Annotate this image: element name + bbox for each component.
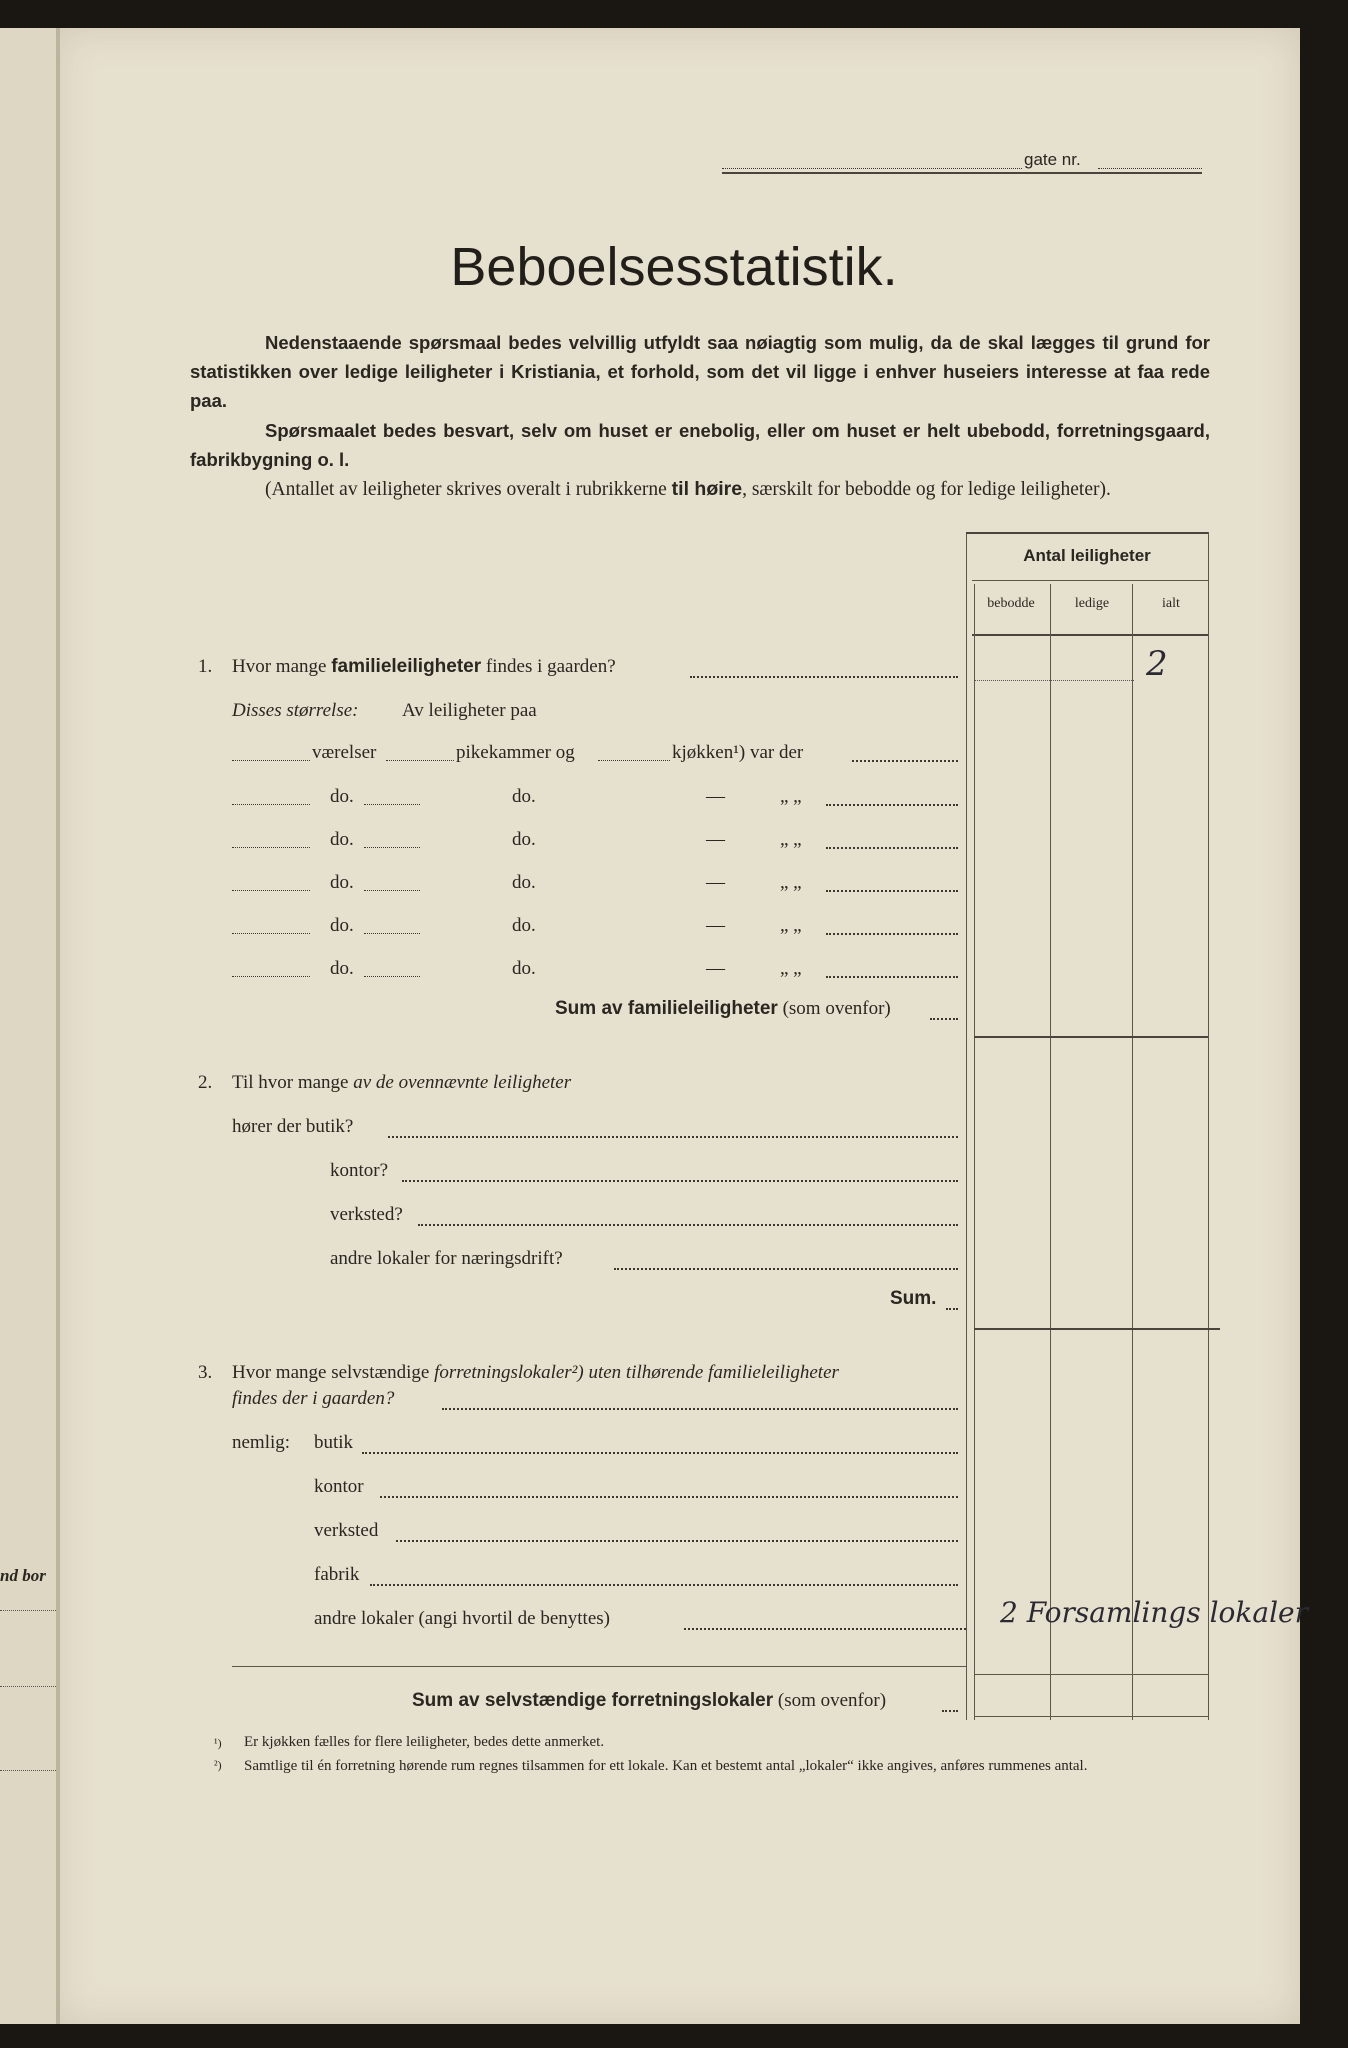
do-label: do. [330,915,354,936]
q1-sum-b: (som ovenfor) [777,998,891,1019]
margin-line [0,1686,56,1687]
leader-dots [684,1628,966,1630]
table-header-rule [972,580,1208,581]
q3-item-verksted: verksted [314,1520,379,1541]
leader-dots [930,1018,958,1020]
rooms-count-field[interactable] [364,976,420,977]
leader-dots [614,1268,958,1270]
intro-p3-c: , særskilt for bebodde og for ledige leiligheter). [742,479,1111,500]
q3-item-kontor: kontor [314,1476,364,1497]
col-divider-2 [1132,584,1133,1720]
dash: — [706,786,725,807]
q3-item-butik: butik [314,1432,354,1453]
do-label: do. [512,829,536,850]
footnote-2-mark: ²) [214,1758,222,1772]
q3-question [232,1362,839,1384]
footnote-1-mark: ¹) [214,1736,222,1750]
leader-dots [402,1180,958,1182]
do-label: do. [330,872,354,893]
leader-dots [826,976,958,978]
leader-dots [362,1452,958,1454]
dash: — [706,915,725,936]
q1-size-label: Disses størrelse: [232,700,359,721]
do-label: do. [512,786,536,807]
q2-sum: Sum. [890,1288,937,1309]
gate-underline [722,172,1202,174]
q3-item-andre: andre lokaler (angi hvortil de benyttes) [314,1608,610,1629]
col-ledige: ledige [1074,596,1110,611]
do-label: do. [512,958,536,979]
intro-paragraph-3 [190,475,1208,504]
section-3-rule [974,1674,1208,1675]
page-fold [56,28,60,2024]
leader-dots [418,1224,958,1226]
maid-field[interactable] [386,760,454,761]
dash: — [706,958,725,979]
q3-nemlig: nemlig: [232,1432,291,1453]
leader-dots [442,1408,958,1410]
rooms-field[interactable] [232,976,310,977]
leader-dots [396,1540,958,1542]
kitchen-field[interactable] [598,760,670,761]
gate-label: gate nr. [1024,150,1081,169]
page-title: Beboelsesstatistik. [450,237,898,297]
section-1-rule [974,1036,1208,1038]
leader-dots [826,847,958,849]
leader-dots [826,804,958,806]
ditto-marks: „ „ [780,958,802,979]
col-inner-left [974,584,975,1720]
q1-number: 1. [198,656,213,677]
intro-p3-a: (Antallet av leiligheter skrives overalt i rubrikkerne [265,479,672,500]
dash: — [706,829,725,850]
table-top-border [966,532,1208,534]
q3-answer[interactable]: 2 Forsamlings lokaler [1000,1596,1308,1629]
q3-question-line2: findes der i gaarden? [232,1388,395,1409]
do-label: do. [330,958,354,979]
q2-number: 2. [198,1072,213,1093]
col-bebodde: bebodde [987,596,1035,611]
q3-number: 3. [198,1362,213,1383]
leader-dots [852,760,958,762]
section-3-bottom [974,1716,1208,1717]
q1-answer-ialt[interactable]: 2 [1146,644,1168,684]
leader-dots [946,1308,958,1310]
q1-sum-a: Sum av familieleiligheter [555,998,778,1019]
section-2-rule [974,1328,1220,1330]
q2-item-kontor: kontor? [330,1160,389,1181]
q2-text-a: Til hvor mange [232,1072,354,1093]
dash: — [706,872,725,893]
leader-dots [380,1496,958,1498]
ditto-marks: „ „ [780,786,802,807]
kitchen-label: kjøkken¹) var der [672,742,804,763]
col-ialt: ialt [1162,596,1180,611]
ditto-marks: „ „ [780,915,802,936]
table-left-border [966,532,967,1720]
rooms-count-field[interactable] [364,847,420,848]
gate-number-field[interactable] [1098,168,1202,169]
leader-dots [826,933,958,935]
left-page-strip [0,28,58,2024]
col-header-bottom [972,634,1208,636]
rooms-field[interactable] [232,760,310,761]
leader-dots [942,1710,958,1712]
q1-text-emph: familieleiligheter [331,656,482,677]
leader-dots [826,890,958,892]
rooms-field[interactable] [232,804,310,805]
intro-p3-emph: til høire [671,478,743,500]
leader-dots [690,676,958,678]
intro-paragraph-2: Spørsmaalet bedes besvart, selv om huset er enebolig, eller om huset er helt ubebodd, forretningsgaard, fabrikbygning o. l. [190,420,1210,470]
q2-item-butik: hører der butik? [232,1116,354,1137]
do-label: do. [330,786,354,807]
col-divider-1 [1050,584,1051,1720]
margin-text: nd bor [0,1566,46,1585]
street-field[interactable] [722,168,1022,169]
q2-item-andre: andre lokaler for næringsdrift? [330,1248,563,1269]
rooms-field[interactable] [232,847,310,848]
q3-sum-a: Sum av selvstændige forretningslokaler [412,1690,774,1711]
q3-sum-b: (som ovenfor) [773,1690,887,1711]
q3-separator [232,1666,966,1667]
q2-text-emph: av de ovennævnte leiligheter [353,1072,572,1093]
margin-line [0,1770,56,1771]
table-header: Antal leiligheter [1023,546,1151,565]
q2-question [232,1072,571,1094]
leader-dots [370,1584,958,1586]
rooms-field[interactable] [232,890,310,891]
q2-item-verksted: verksted? [330,1204,403,1225]
q1-size-text: Av leiligheter paa [402,700,537,721]
footnote-2: Samtlige til én forretning hørende rum regnes tilsammen for ett lokale. Kan et bestemt antal „lokaler“ ikke angives, anføres rummenes antal. [244,1758,1088,1774]
q1-sum [555,998,891,1020]
q3-sum [412,1690,886,1712]
q1-text-a: Hvor mange [232,656,332,677]
maid-label: pikekammer og [456,742,575,763]
rooms-count-field[interactable] [364,890,420,891]
do-label: do. [330,829,354,850]
margin-line [0,1610,56,1611]
ditto-marks: „ „ [780,829,802,850]
footnote-1: Er kjøkken fælles for flere leiligheter, bedes dette anmerket. [244,1734,605,1750]
ditto-marks: „ „ [780,872,802,893]
q3-item-fabrik: fabrik [314,1564,360,1585]
q1-text-c: findes i gaarden? [481,656,616,677]
q1-question [232,656,616,678]
rooms-field[interactable] [232,933,310,934]
leader-dots [388,1136,958,1138]
do-label: do. [512,915,536,936]
rooms-label: værelser [312,742,377,763]
do-label: do. [512,872,536,893]
intro-paragraph-1: Nedenstaaende spørsmaal bedes velvillig utfyldt saa nøiagtig som mulig, da de skal lægges til grund for statistikken over ledige leiligheter i Kristiania, et forhold, som det vil ligge i enhver huseiers interesse at faa rede paa. [190,332,1210,411]
table-right-border [1208,532,1209,1720]
rooms-count-field[interactable] [364,804,420,805]
q3-text-emph: forretningslokaler²) uten tilhørende familieleiligheter [434,1362,839,1383]
q3-text-a: Hvor mange selvstændige [232,1362,435,1383]
rooms-count-field[interactable] [364,933,420,934]
row-rule [974,680,1134,681]
